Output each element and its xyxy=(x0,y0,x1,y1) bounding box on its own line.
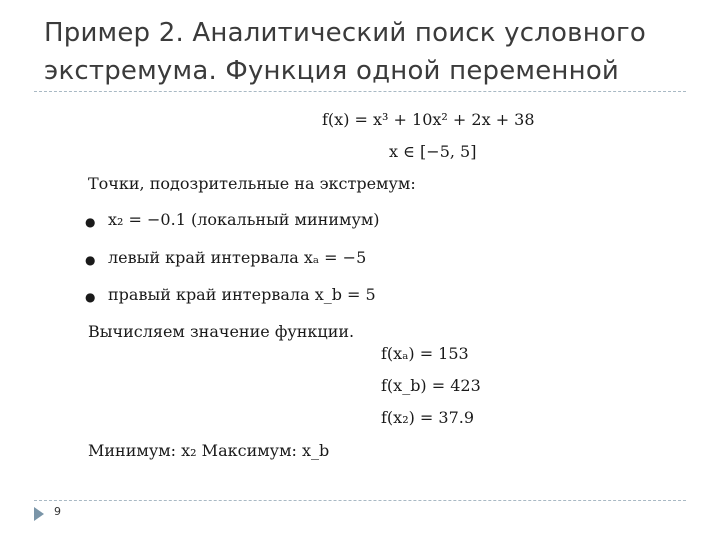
function-formula: f(x) = x³ + 10x² + 2x + 38 xyxy=(322,110,535,129)
value-f-xa: f(xₐ) = 153 xyxy=(381,344,469,363)
domain-formula: x ∈ [−5, 5] xyxy=(389,142,477,161)
bullet-item-stationary-point: x₂ = −0.1 (локальный минимум) xyxy=(108,210,380,229)
page-number: 9 xyxy=(54,505,61,518)
bullet-item-right-edge: правый край интервала x_b = 5 xyxy=(108,285,376,304)
value-f-x2: f(x₂) = 37.9 xyxy=(381,408,475,427)
bullet-item-left-edge: левый край интервала xₐ = −5 xyxy=(108,248,367,267)
slide-title-line-1: Пример 2. Аналитический поиск условного xyxy=(44,18,646,48)
slide-title xyxy=(44,14,704,90)
bullet-icon: ● xyxy=(85,253,96,267)
bullet-icon: ● xyxy=(85,215,96,229)
conclusion-line: Минимум: x₂ Максимум: x_b xyxy=(88,441,330,460)
compute-heading: Вычисляем значение функции. xyxy=(88,322,355,341)
slide-marker-arrow-icon xyxy=(34,507,44,521)
top-divider xyxy=(34,91,686,92)
suspect-points-heading: Точки, подозрительные на экстремум: xyxy=(88,174,416,193)
bullet-icon: ● xyxy=(85,290,96,304)
slide-title-line-2: экстремума. Функция одной переменной xyxy=(44,56,620,86)
value-f-xb: f(x_b) = 423 xyxy=(381,376,481,395)
bottom-divider xyxy=(34,500,686,501)
